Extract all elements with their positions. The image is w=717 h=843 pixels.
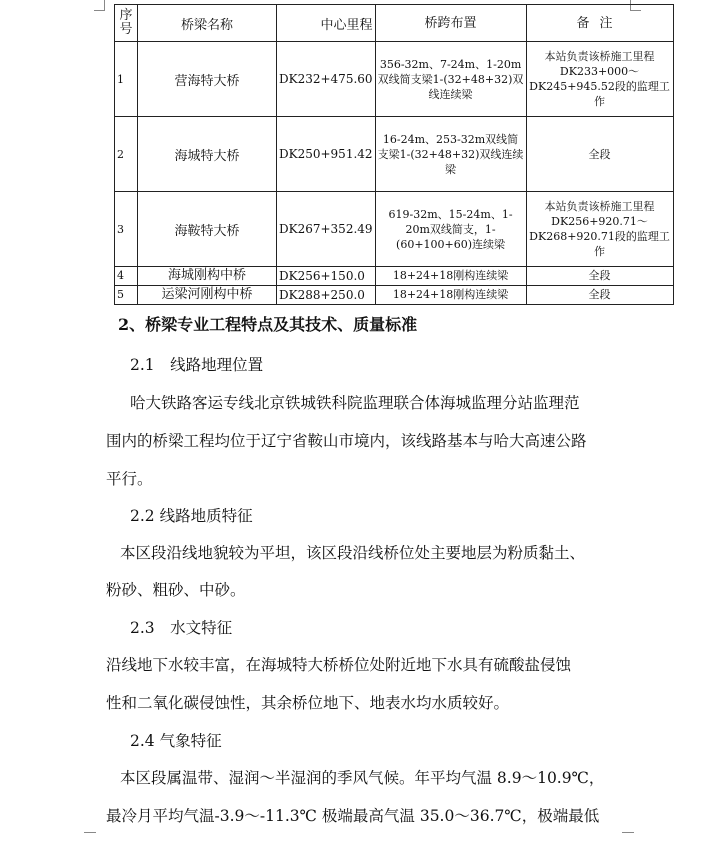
- cell-mileage: DK288+250.0: [277, 286, 376, 305]
- cell-span: 18+24+18刚构连续梁: [375, 286, 526, 305]
- cell-no: 4: [115, 267, 138, 286]
- table-row: [115, 42, 674, 117]
- cell-note: 全段: [526, 286, 673, 305]
- table-header-row: [115, 5, 674, 42]
- cell-name: 营海特大桥: [138, 42, 277, 117]
- cell-name: 海城特大桥: [138, 117, 277, 192]
- crop-mark-top-left: [94, 0, 105, 11]
- cell-mileage: DK232+475.60: [277, 42, 376, 117]
- header-no: 序号: [115, 5, 138, 42]
- cell-name: 海鞍特大桥: [138, 192, 277, 267]
- paragraph-line: 本区段属温带、湿润～半湿润的季风气候。年平均气温 8.9～10.9℃，: [120, 769, 605, 787]
- cell-span: 16-24m、253-32m双线简支梁1-(32+48+32)双线连续梁: [375, 117, 526, 192]
- section-2-3-heading: 2.3 水文特征: [130, 619, 233, 637]
- cell-note: 本站负责该桥施工里程DK233+000～DK245+945.52段的监理工作: [526, 42, 673, 117]
- table-row: [115, 117, 674, 192]
- cell-name: 海城刚构中桥: [138, 267, 277, 286]
- cell-span: 619-32m、15-24m、1-20m双线简支，1-(60+100+60)连续梁: [375, 192, 526, 267]
- cell-mileage: DK256+150.0: [277, 267, 376, 286]
- table-row: [115, 286, 674, 305]
- crop-mark-bottom-right: [622, 832, 634, 843]
- paragraph-line: 粉砂、粗砂、中砂。: [106, 581, 246, 599]
- cell-span: 356-32m、7-24m、1-20m双线简支梁1-(32+48+32)双线连续梁: [375, 42, 526, 117]
- cell-span: 18+24+18刚构连续梁: [375, 267, 526, 286]
- header-mileage: 中心里程: [277, 5, 376, 42]
- section-2-heading: 2、桥梁专业工程特点及其技术、质量标准: [118, 315, 418, 334]
- section-2-1-heading: 2.1 线路地理位置: [130, 356, 264, 374]
- cell-note: 本站负责该桥施工里程DK256+920.71～DK268+920.71段的监理工作: [526, 192, 673, 267]
- cell-no: 5: [115, 286, 138, 305]
- header-note: 备注: [526, 5, 673, 42]
- cell-no: 1: [115, 42, 138, 117]
- paragraph-line: 最冷月平均气温-3.9～-11.3℃ 极端最高气温 35.0～36.7℃，极端最低: [106, 807, 600, 825]
- section-2-2-heading: 2.2 线路地质特征: [130, 507, 253, 525]
- cell-name: 运梁河刚构中桥: [138, 286, 277, 305]
- paragraph-line: 平行。: [106, 470, 153, 488]
- paragraph-line: 沿线地下水较丰富，在海城特大桥桥位处附近地下水具有硫酸盐侵蚀: [106, 656, 572, 674]
- cell-no: 3: [115, 192, 138, 267]
- cell-note: 全段: [526, 267, 673, 286]
- crop-mark-bottom-left: [84, 832, 96, 843]
- cell-mileage: DK267+352.49: [277, 192, 376, 267]
- table-row: [115, 192, 674, 267]
- cell-note: 全段: [526, 117, 673, 192]
- cell-mileage: DK250+951.42: [277, 117, 376, 192]
- paragraph-line: 本区段沿线地貌较为平坦，该区段沿线桥位处主要地层为粉质黏土、: [120, 544, 586, 562]
- paragraph-line: 围内的桥梁工程均位于辽宁省鞍山市境内，该线路基本与哈大高速公路: [106, 432, 587, 450]
- section-2-4-heading: 2.4 气象特征: [130, 732, 222, 750]
- bridge-table: [114, 4, 674, 305]
- header-span: 桥跨布置: [375, 5, 526, 42]
- cell-no: 2: [115, 117, 138, 192]
- header-name: 桥梁名称: [138, 5, 277, 42]
- paragraph-line: 哈大铁路客运专线北京铁城铁科院监理联合体海城监理分站监理范: [130, 394, 580, 412]
- paragraph-line: 性和二氧化碳侵蚀性，其余桥位地下、地表水均水质较好。: [106, 694, 510, 712]
- table-row: [115, 267, 674, 286]
